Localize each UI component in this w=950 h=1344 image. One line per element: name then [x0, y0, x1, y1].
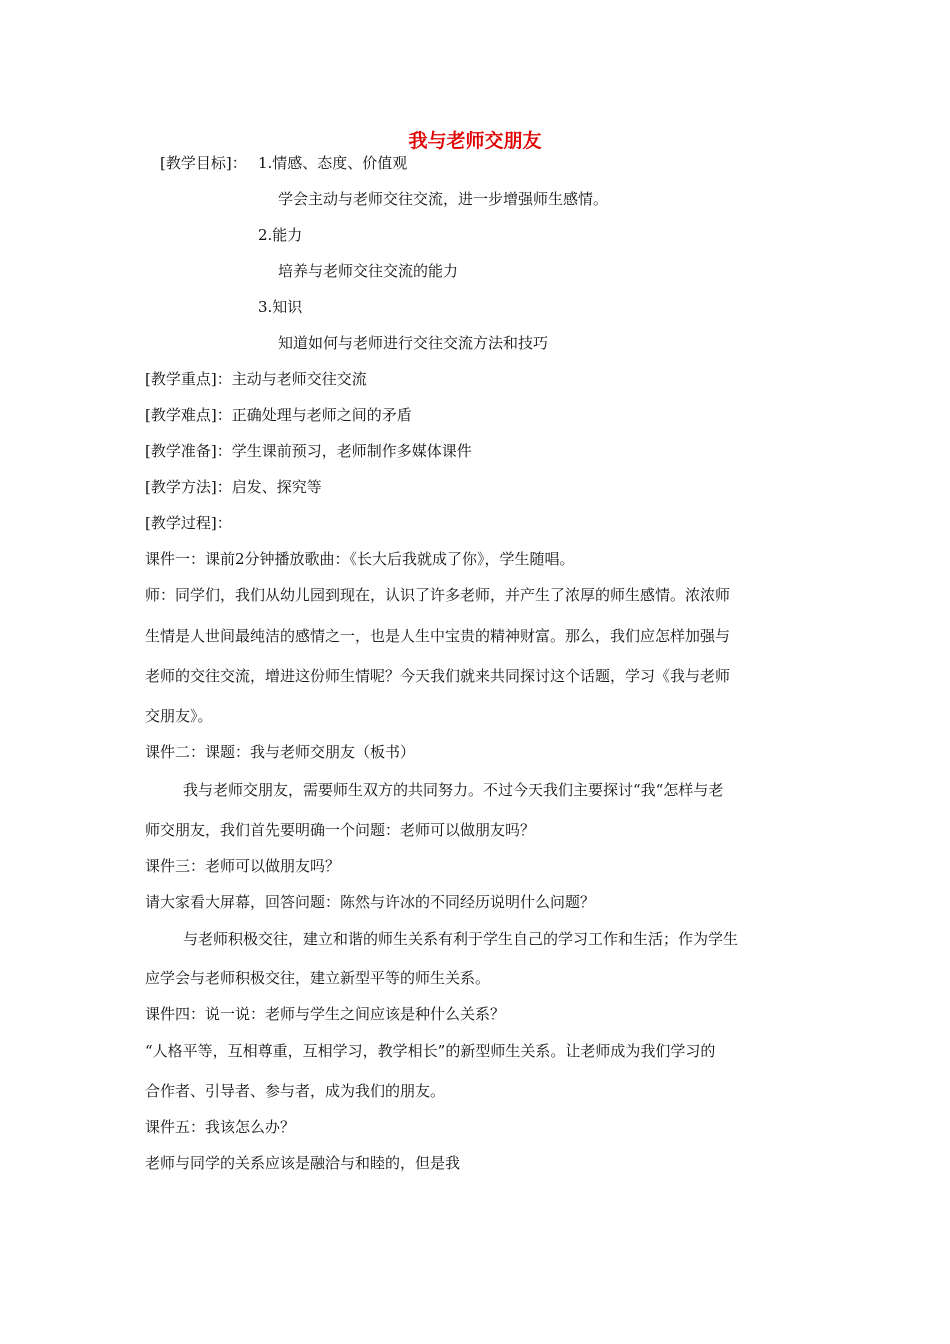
goal-1-heading: 1.情感、态度、价值观 [258, 154, 408, 172]
body-line: 请大家看大屏幕，回答问题：陈然与许冰的不同经历说明什么问题？ [145, 893, 596, 911]
goal-2-body: 培养与老师交往交流的能力 [278, 262, 459, 280]
body-line: “人格平等，互相尊重，互相学习，教学相长”的新型师生关系。让老师成为我们学习的 [145, 1042, 716, 1060]
document-title: 我与老师交朋友 [408, 130, 542, 152]
body-line: 师交朋友，我们首先要明确一个问题：老师可以做朋友吗？ [145, 821, 536, 839]
body-line: 课件二：课题：我与老师交朋友（板书） [145, 743, 416, 761]
goals-label: [教学目标]： [160, 154, 247, 172]
body-line: 课件三：老师可以做朋友吗？ [145, 857, 341, 875]
method-field: [教学方法]：启发、探究等 [145, 478, 322, 496]
body-line: 我与老师交朋友，需要师生双方的共同努力。不过今天我们主要探讨“我“怎样与老 [183, 781, 724, 799]
goal-2-heading: 2.能力 [258, 226, 303, 244]
body-line: 课件五：我该怎么办？ [145, 1118, 296, 1136]
difficulty-field: [教学难点]：正确处理与老师之间的矛盾 [145, 406, 412, 424]
body-line: 课件四：说一说：老师与学生之间应该是种什么关系？ [145, 1005, 506, 1023]
body-line: 生情是人世间最纯洁的感情之一，也是人生中宝贵的精神财富。那么，我们应怎样加强与 [145, 627, 731, 645]
goal-1-body: 学会主动与老师交往交流，进一步增强师生感情。 [278, 190, 609, 208]
body-line: 与老师积极交往，建立和谐的师生关系有利于学生自己的学习工作和生活；作为学生 [183, 930, 739, 948]
body-line: 老师的交往交流，增进这份师生情呢？今天我们就来共同探讨这个话题，学习《我与老师 [145, 667, 731, 685]
preparation-field: [教学准备]：学生课前预习，老师制作多媒体课件 [145, 442, 472, 460]
goal-3-body: 知道如何与老师进行交往交流方法和技巧 [278, 334, 549, 352]
body-line: 合作者、引导者、参与者，成为我们的朋友。 [145, 1082, 446, 1100]
focus-field: [教学重点]：主动与老师交往交流 [145, 370, 367, 388]
body-line: 交朋友》。 [145, 707, 213, 725]
goal-3-heading: 3.知识 [258, 298, 303, 316]
process-field: [教学过程]： [145, 514, 232, 532]
body-line: 老师与同学的关系应该是融洽与和睦的，但是我 [145, 1154, 461, 1172]
body-line: 师：同学们，我们从幼儿园到现在，认识了许多老师，并产生了浓厚的师生感情。浓浓师 [145, 586, 731, 604]
body-line: 应学会与老师积极交往，建立新型平等的师生关系。 [145, 969, 491, 987]
body-line: 课件一：课前2分钟播放歌曲：《长大后我就成了你》，学生随唱。 [145, 550, 575, 568]
